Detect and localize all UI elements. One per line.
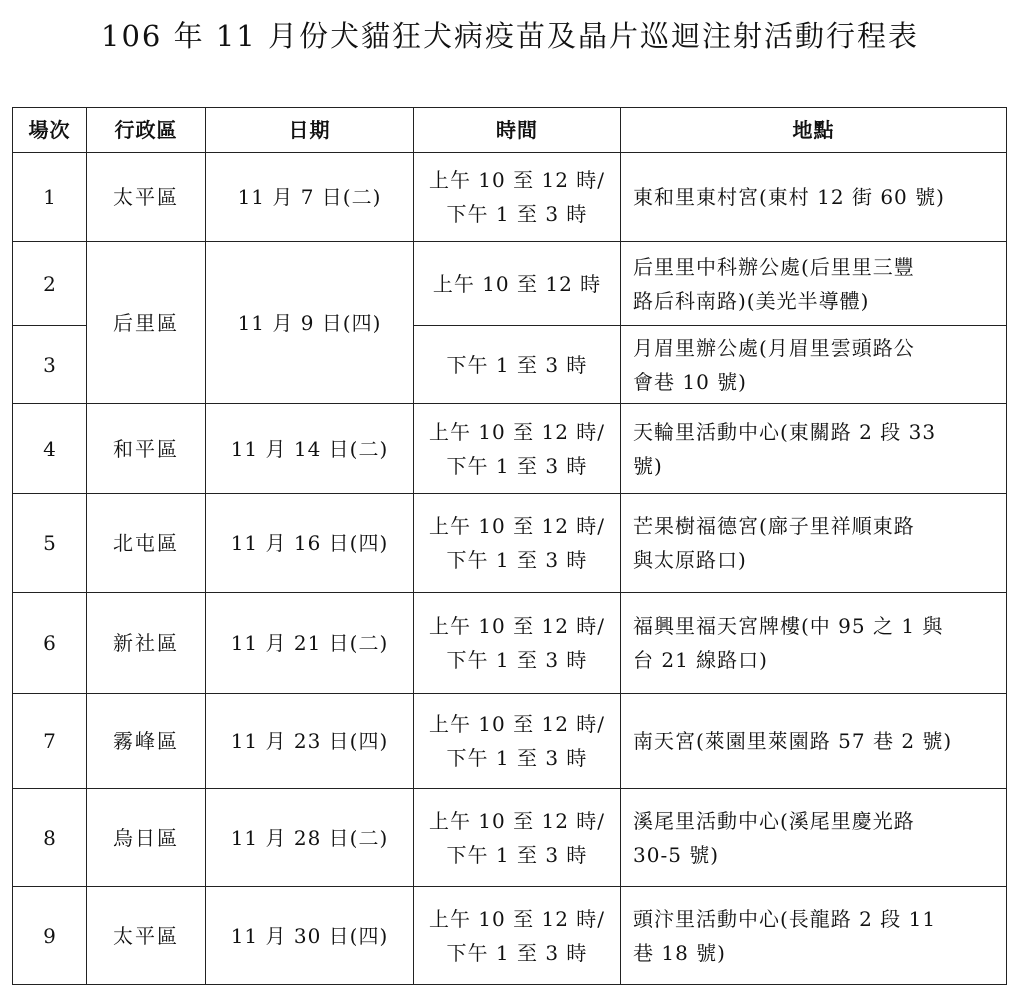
header-date: 日期 [206, 108, 414, 153]
time-line: 下午 1 至 3 時 [446, 842, 588, 867]
header-location: 地點 [621, 108, 1007, 153]
location-line: 台 21 線路口) [633, 648, 768, 672]
district-cell: 太平區 [87, 887, 206, 985]
table-row [13, 593, 1007, 694]
table-row [13, 242, 1007, 326]
location-line: 30-5 號) [633, 842, 720, 867]
header-time: 時間 [414, 108, 621, 153]
date-cell: 11 月 9 日(四) [206, 242, 414, 404]
location-line: 頭汴里活動中心(長龍路 2 段 11 [633, 906, 937, 931]
table-row [13, 494, 1007, 593]
location-cell [621, 153, 1007, 242]
time-cell [414, 153, 621, 242]
location-line: 福興里福天宮牌樓(中 95 之 1 與 [633, 614, 944, 638]
location-cell [621, 242, 1007, 326]
time-line: 下午 1 至 3 時 [446, 648, 588, 672]
date-cell: 11 月 14 日(二) [206, 404, 414, 494]
location-line: 天輪里活動中心(東關路 2 段 33 [633, 419, 937, 444]
table-row [13, 789, 1007, 887]
location-line: 會巷 10 號) [633, 369, 747, 394]
location-line: 巷 18 號) [633, 940, 726, 965]
seq-cell: 4 [13, 404, 87, 494]
district-cell: 太平區 [87, 153, 206, 242]
time-line: 下午 1 至 3 時 [446, 453, 588, 478]
time-cell [414, 887, 621, 985]
location-line: 溪尾里活動中心(溪尾里慶光路 [633, 808, 915, 833]
date-cell: 11 月 30 日(四) [206, 887, 414, 985]
time-cell [414, 694, 621, 789]
time-line: 上午 10 至 12 時/ [428, 419, 606, 444]
time-cell [414, 404, 621, 494]
header-district: 行政區 [87, 108, 206, 153]
district-cell: 和平區 [87, 404, 206, 494]
time-cell [414, 789, 621, 887]
table-row [13, 694, 1007, 789]
location-line: 東和里東村宮(東村 12 街 60 號) [633, 185, 945, 209]
location-cell [621, 887, 1007, 985]
seq-cell: 3 [13, 326, 87, 404]
location-line: 與太原路口) [633, 548, 747, 572]
date-cell: 11 月 21 日(二) [206, 593, 414, 694]
date-cell: 11 月 7 日(二) [206, 153, 414, 242]
time-line: 上午 10 至 12 時/ [428, 808, 606, 833]
time-line: 上午 10 至 12 時 [432, 271, 602, 296]
time-line: 下午 1 至 3 時 [446, 202, 588, 226]
location-cell [621, 326, 1007, 404]
district-cell: 新社區 [87, 593, 206, 694]
location-line: 路后科南路)(美光半導體) [633, 288, 870, 313]
location-cell [621, 404, 1007, 494]
time-line: 上午 10 至 12 時/ [428, 906, 606, 931]
location-cell [621, 694, 1007, 789]
table-row [13, 887, 1007, 985]
time-cell [414, 494, 621, 593]
location-line: 月眉里辦公處(月眉里雲頭路公 [633, 335, 915, 360]
time-line: 上午 10 至 12 時/ [428, 514, 606, 538]
location-line: 南天宮(萊園里萊園路 57 巷 2 號) [633, 729, 953, 753]
seq-cell: 8 [13, 789, 87, 887]
location-line: 號) [633, 453, 663, 478]
time-line: 下午 1 至 3 時 [446, 548, 588, 572]
seq-cell: 9 [13, 887, 87, 985]
header-seq: 場次 [13, 108, 87, 153]
seq-cell: 6 [13, 593, 87, 694]
table-row [13, 153, 1007, 242]
seq-cell: 7 [13, 694, 87, 789]
location-cell [621, 789, 1007, 887]
date-cell: 11 月 16 日(四) [206, 494, 414, 593]
table-row [13, 404, 1007, 494]
seq-cell: 2 [13, 242, 87, 326]
time-line: 上午 10 至 12 時/ [428, 712, 606, 736]
schedule-table [12, 107, 1007, 985]
time-cell [414, 242, 621, 326]
location-line: 后里里中科辦公處(后里里三豐 [633, 254, 915, 279]
time-cell [414, 593, 621, 694]
district-cell: 烏日區 [87, 789, 206, 887]
location-cell [621, 593, 1007, 694]
seq-cell: 1 [13, 153, 87, 242]
location-line: 芒果樹福德宮(廍子里祥順東路 [633, 514, 915, 538]
time-line: 上午 10 至 12 時/ [428, 168, 606, 192]
time-line: 下午 1 至 3 時 [446, 746, 588, 770]
district-cell: 霧峰區 [87, 694, 206, 789]
seq-cell: 5 [13, 494, 87, 593]
date-cell: 11 月 28 日(二) [206, 789, 414, 887]
time-line: 下午 1 至 3 時 [446, 940, 588, 965]
district-cell: 后里區 [87, 242, 206, 404]
header-row [13, 108, 1007, 153]
page-title: 106 年 11 月份犬貓狂犬病疫苗及晶片巡迴注射活動行程表 [101, 19, 919, 53]
location-cell [621, 494, 1007, 593]
time-line: 上午 10 至 12 時/ [428, 614, 606, 638]
date-cell: 11 月 23 日(四) [206, 694, 414, 789]
district-cell: 北屯區 [87, 494, 206, 593]
time-line: 下午 1 至 3 時 [446, 352, 588, 377]
time-cell [414, 326, 621, 404]
